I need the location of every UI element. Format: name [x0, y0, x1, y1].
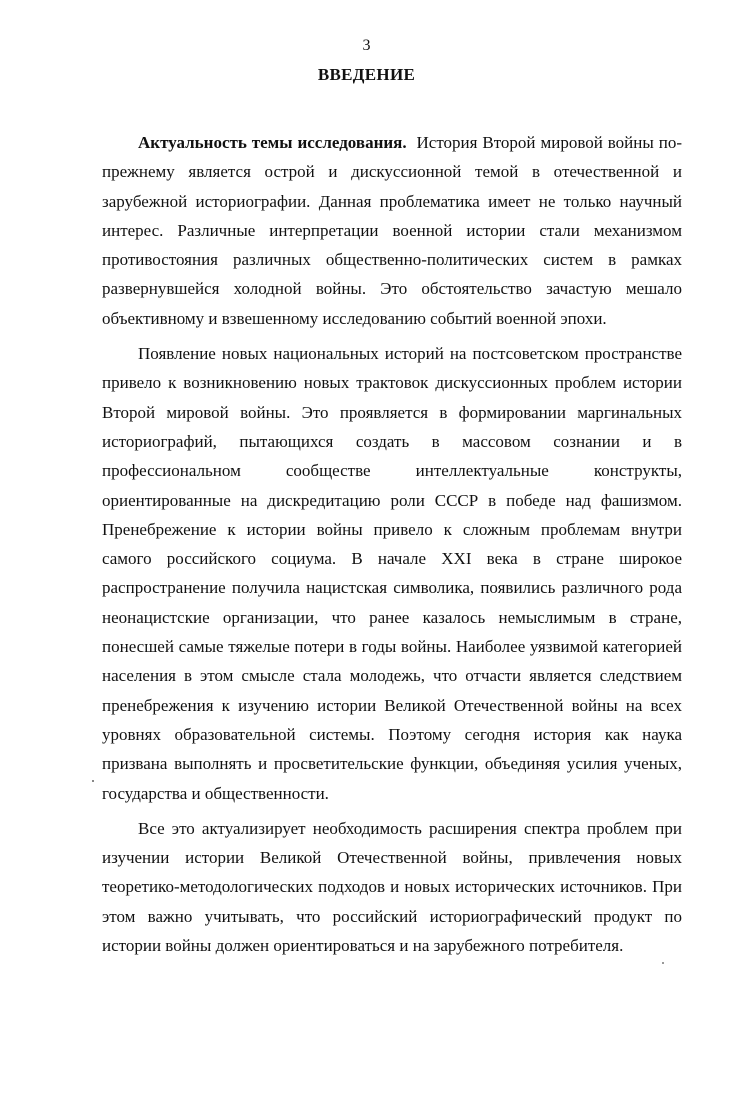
section-title: ВВЕДЕНИЕ [317, 65, 416, 84]
paragraph-text: История Второй мировой войны по-прежнему является острой и дискуссионной темой в отечественной и зарубежной историографии. Данная проблематика имеет не только научный интерес. Различные интерпретации военной истории стали механизмом противостояния различных общественно-политических систем в рамках развернувшейся холодной войны. Это обстоятельство зачастую мешало объективному и взвешенному исследованию событий военной эпохи. [102, 133, 683, 328]
paragraph-relevance [102, 128, 682, 333]
paragraph-national-histories [102, 339, 682, 808]
page-number: 3 [362, 37, 371, 54]
scan-speck [662, 962, 664, 964]
paragraph-actualization [102, 814, 682, 960]
paragraph-text: Все это актуализирует необходимость расширения спектра проблем при изучении истории Великой Отечественной войны, привлечения новых теоретико-методологических подходов и новых исторических источников. При этом важно учитывать, что российский историографический продукт по истории войны должен ориентироваться и на зарубежного потребителя. [102, 818, 682, 956]
body-text [102, 128, 682, 966]
paragraph-lead: Актуальность темы исследования. [138, 133, 407, 152]
scan-speck [92, 780, 94, 782]
paragraph-text: Появление новых национальных историй на постсоветском пространстве привело к возникновению новых трактовок дискуссионных проблем истории Второй мировой войны. Это проявляется в формировании маргинальных историографий, пытающихся создать в массовом сознании и в профессиональном сообществе интеллектуальные конструкты, ориентированные на дискредитацию роли СССР в победе над фашизмом. Пренебрежение к истории войны привело к сложным проблемам внутри самого российского социума. В начале XXI века в стране широкое распространение получила нацистская символика, появились различного рода неонацистские организации, что ранее казалось немыслимым в стране, понесшей самые тяжелые потери в годы войны. Наиболее уязвимой категорией населения в этом смысле стала молодежь, что отчасти является следствием пренебрежения к изучению истории Великой Отечественной войны на всех уровнях образовательной системы. Поэтому сегодня история как наука призвана выполнять и просветительские функции, объединяя усилия ученых, государства и общественности. [102, 344, 682, 803]
